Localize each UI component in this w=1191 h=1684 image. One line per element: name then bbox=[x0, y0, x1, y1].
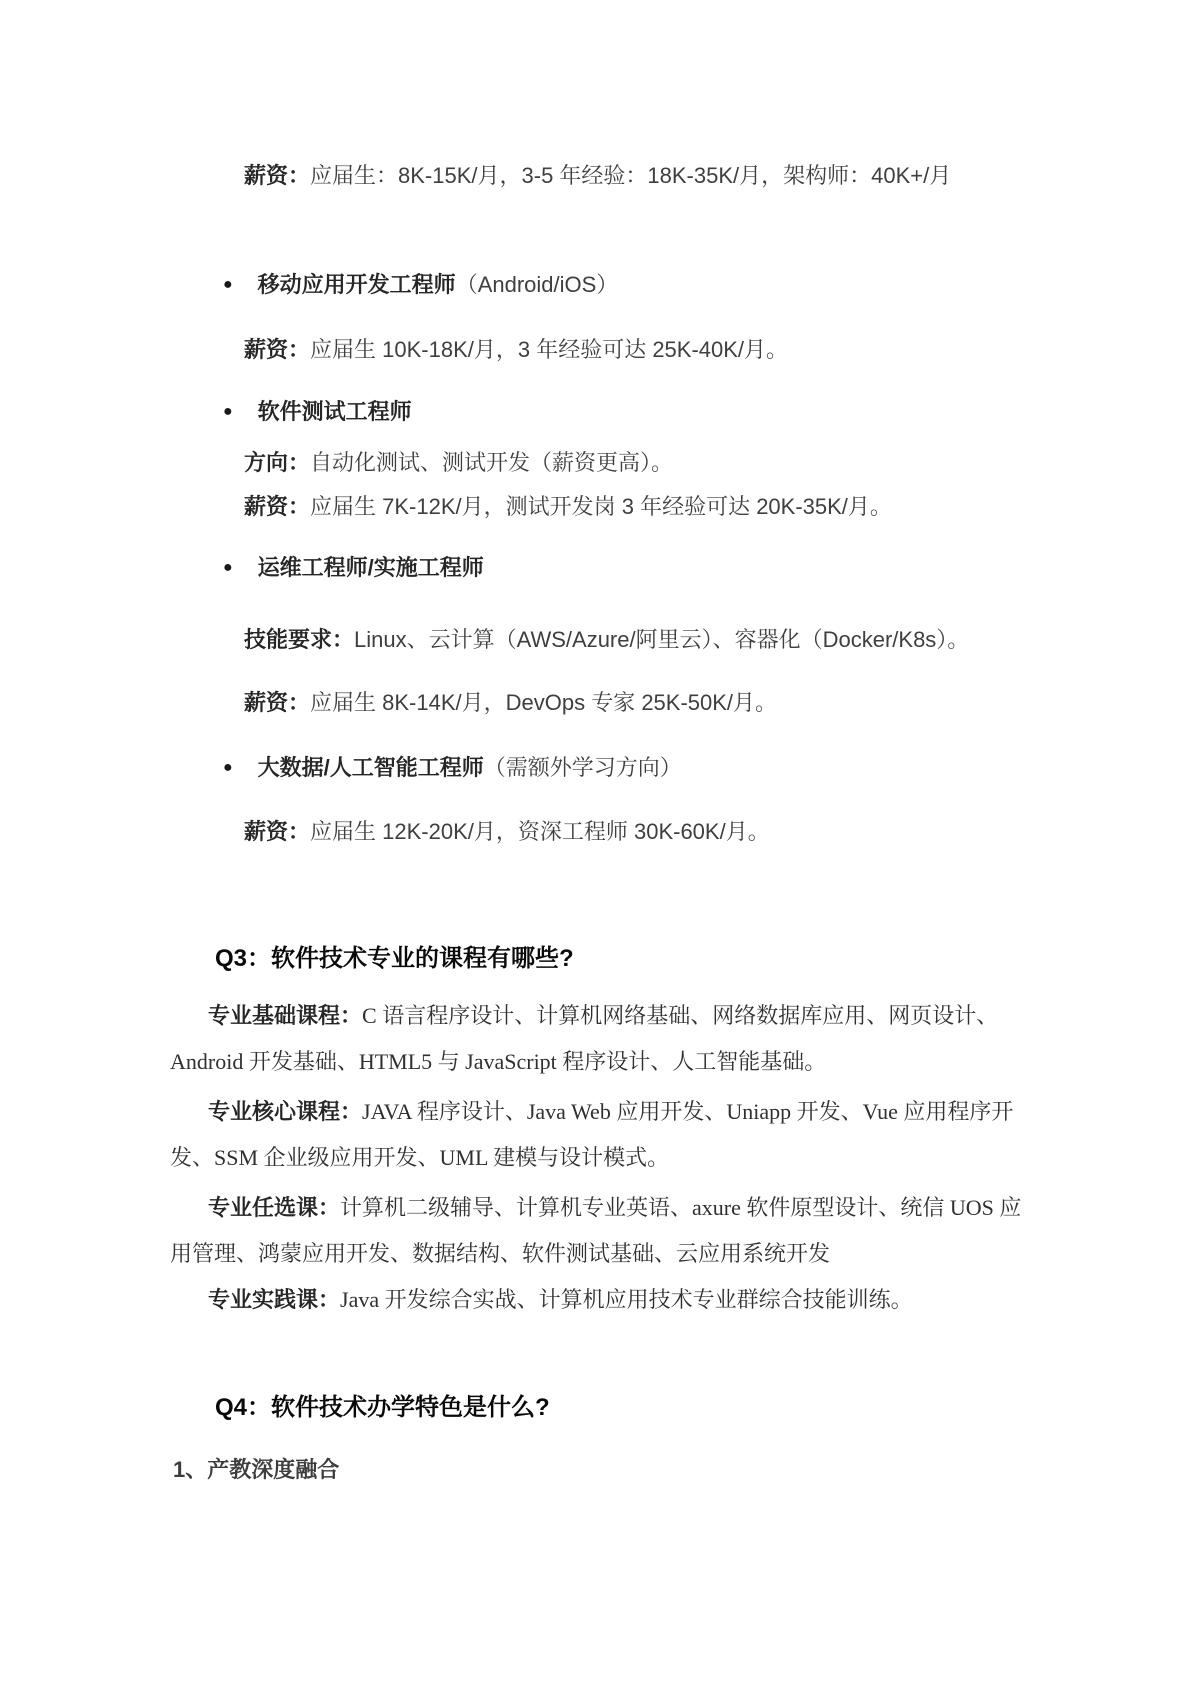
job-item-bigdata-ai bbox=[223, 755, 682, 784]
courses-practice-paragraph bbox=[170, 1277, 1022, 1323]
architect-salary-paragraph bbox=[170, 145, 970, 207]
salary-text: 应届生 8K-14K/月，DevOps 专家 25K-50K/月。 bbox=[310, 690, 778, 715]
course-list-text: 计算机二级辅导、计算机专业英语、axure 软件原型设计、统信 UOS 应用管理、鸿蒙应用开发、数据结构、软件测试基础、云应用系统开发 bbox=[170, 1195, 1022, 1266]
salary-label: 薪资： bbox=[244, 163, 311, 188]
job-title-group bbox=[258, 399, 412, 428]
mobile-salary-line bbox=[244, 337, 788, 363]
test-salary-line bbox=[244, 494, 892, 520]
bullet-icon: ● bbox=[223, 759, 233, 776]
job-title: 运维工程师/实施工程师 bbox=[257, 555, 484, 580]
ops-salary-line bbox=[244, 690, 777, 716]
job-title-group bbox=[258, 272, 619, 301]
feature-item-industry-education: 1、产教深度融合 bbox=[173, 1457, 340, 1482]
job-item-software-test bbox=[223, 399, 412, 428]
job-title: 软件测试工程师 bbox=[257, 399, 412, 424]
salary-text: 应届生 7K-12K/月，测试开发岗 3 年经验可达 20K-35K/月。 bbox=[310, 494, 892, 519]
bullet-icon: ● bbox=[223, 559, 233, 576]
bullet-icon: ● bbox=[223, 276, 233, 293]
bigdata-salary-line bbox=[244, 819, 770, 845]
courses-basic-paragraph bbox=[170, 993, 1022, 1085]
bullet-icon: ● bbox=[223, 403, 233, 420]
salary-text: 应届生 10K-18K/月，3 年经验可达 25K-40K/月。 bbox=[310, 337, 789, 362]
job-item-ops bbox=[223, 555, 484, 584]
skills-text: Linux、云计算（AWS/Azure/阿里云）、容器化（Docker/K8s）。 bbox=[354, 627, 970, 652]
job-title: 大数据/人工智能工程师 bbox=[257, 755, 484, 780]
course-category-label: 专业任选课： bbox=[208, 1195, 341, 1220]
salary-label: 薪资： bbox=[244, 819, 311, 844]
job-item-mobile-dev bbox=[223, 272, 618, 301]
course-category-label: 专业基础课程： bbox=[208, 1003, 363, 1028]
q3-heading: Q3：软件技术专业的课程有哪些? bbox=[215, 945, 574, 972]
test-direction-line bbox=[244, 450, 673, 476]
q4-heading: Q4：软件技术办学特色是什么? bbox=[215, 1394, 550, 1421]
course-category-label: 专业核心课程： bbox=[208, 1099, 363, 1124]
job-title-suffix: （Android/iOS） bbox=[455, 272, 619, 297]
job-title-group bbox=[258, 755, 682, 784]
salary-label: 薪资： bbox=[244, 690, 311, 715]
direction-text: 自动化测试、测试开发（薪资更高）。 bbox=[310, 450, 674, 475]
course-list-text: C 语言程序设计、计算机网络基础、网络数据库应用、网页设计、Android 开发基础、HTML5 与 JavaScript 程序设计、人工智能基础。 bbox=[170, 1003, 999, 1074]
course-list-text: JAVA 程序设计、Java Web 应用开发、Uniapp 开发、Vue 应用程序开发、SSM 企业级应用开发、UML 建模与设计模式。 bbox=[170, 1099, 1014, 1170]
job-title-suffix: （需额外学习方向） bbox=[483, 755, 682, 780]
salary-text: 应届生 12K-20K/月，资深工程师 30K-60K/月。 bbox=[310, 819, 770, 844]
salary-text: 应届生：8K-15K/月，3-5 年经验：18K-35K/月，架构师：40K+/月 bbox=[310, 163, 952, 188]
course-list-text: Java 开发综合实战、计算机应用技术专业群综合技能训练。 bbox=[340, 1287, 913, 1312]
ops-skills-line bbox=[244, 627, 969, 653]
courses-elective-paragraph bbox=[170, 1185, 1022, 1277]
job-title: 移动应用开发工程师 bbox=[257, 272, 456, 297]
skills-label: 技能要求： bbox=[244, 627, 355, 652]
courses-core-paragraph bbox=[170, 1089, 1022, 1181]
course-category-label: 专业实践课： bbox=[208, 1287, 341, 1312]
job-title-group bbox=[258, 555, 484, 584]
salary-label: 薪资： bbox=[244, 494, 311, 519]
salary-label: 薪资： bbox=[244, 337, 311, 362]
direction-label: 方向： bbox=[244, 450, 311, 475]
